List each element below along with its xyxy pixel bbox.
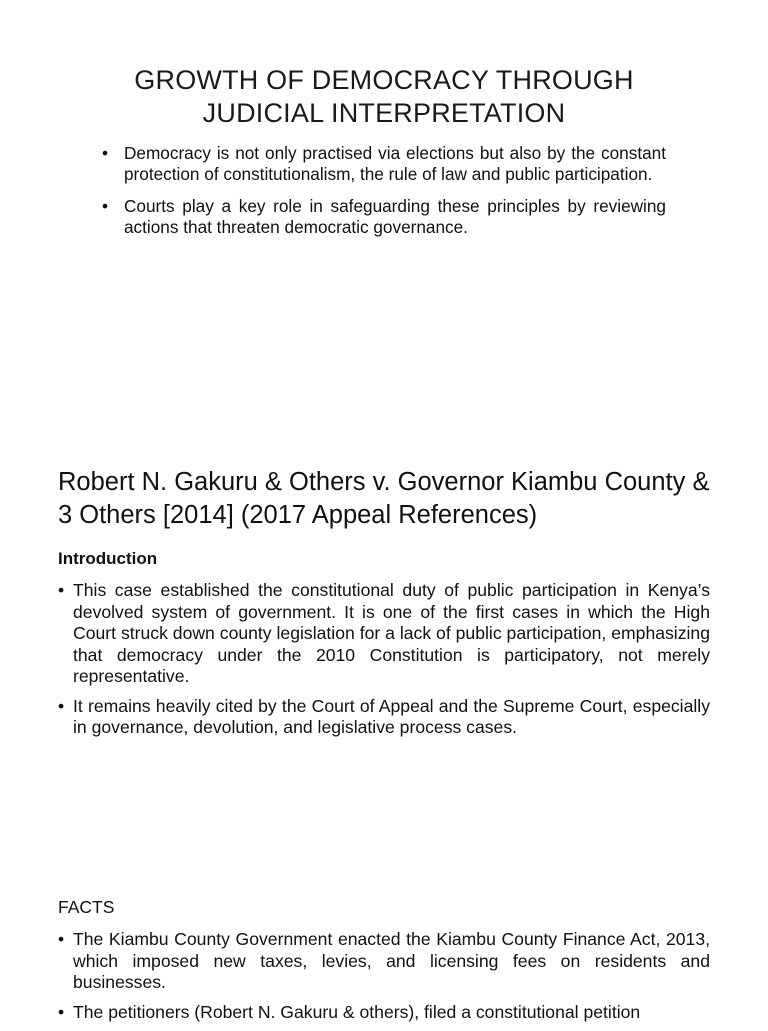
bullet-list	[58, 929, 710, 1031]
list-item	[100, 143, 666, 185]
bullet-list	[58, 580, 710, 747]
list-item-text: The Kiambu County Government enacted the Kiambu County Finance Act, 2013, which imposed new taxes, levies, and licensing fees on residents and businesses.	[73, 929, 710, 992]
slide-title-line-2: JUDICIAL INTERPRETATION	[202, 98, 566, 128]
slide-case-introduction	[0, 430, 768, 830]
list-item	[58, 696, 710, 739]
section-heading-facts: FACTS	[58, 897, 115, 917]
slide-title-line-1: GROWTH OF DEMOCRACY THROUGH	[134, 65, 634, 95]
list-item-text: Democracy is not only practised via elections but also by the constant protection of constitutionalism, the rule of law and public participation.	[124, 143, 666, 184]
bullet-marker: •	[102, 143, 109, 163]
bullet-marker: •	[58, 1001, 65, 1022]
list-item-text: It remains heavily cited by the Court of Appeal and the Supreme Court, especially in governance, devolution, and legislative process cases.	[73, 695, 710, 737]
slide-democracy-overview	[0, 0, 768, 430]
section-heading-introduction: Introduction	[58, 549, 158, 568]
slide-title	[100, 64, 668, 130]
case-title: Robert N. Gakuru & Others v. Governor Kiambu County & 3 Others [2014] (2017 Appeal References)	[58, 468, 710, 529]
bullet-marker: •	[58, 929, 65, 949]
list-item-text: Courts play a key role in safeguarding these principles by reviewing actions that threaten democratic governance.	[124, 196, 666, 237]
bullet-marker: •	[102, 196, 109, 216]
list-item	[58, 929, 710, 994]
list-item	[58, 1002, 710, 1024]
list-item	[58, 580, 710, 688]
slide-case-facts	[0, 830, 768, 1024]
bullet-marker: •	[58, 695, 65, 716]
bullet-list	[100, 143, 666, 249]
list-item-text: The petitioners (Robert N. Gakuru & others), filed a constitutional petition	[73, 1001, 641, 1022]
bullet-marker: •	[58, 580, 65, 600]
list-item-text: This case established the constitutional duty of public participation in Kenya’s devolved system of government. It is one of the first cases in which the High Court struck down county legislation for a lack of public participation, emphasizing that democracy under the 2010 Constitution is participatory, not merely representative.	[73, 580, 710, 686]
list-item	[100, 196, 666, 238]
